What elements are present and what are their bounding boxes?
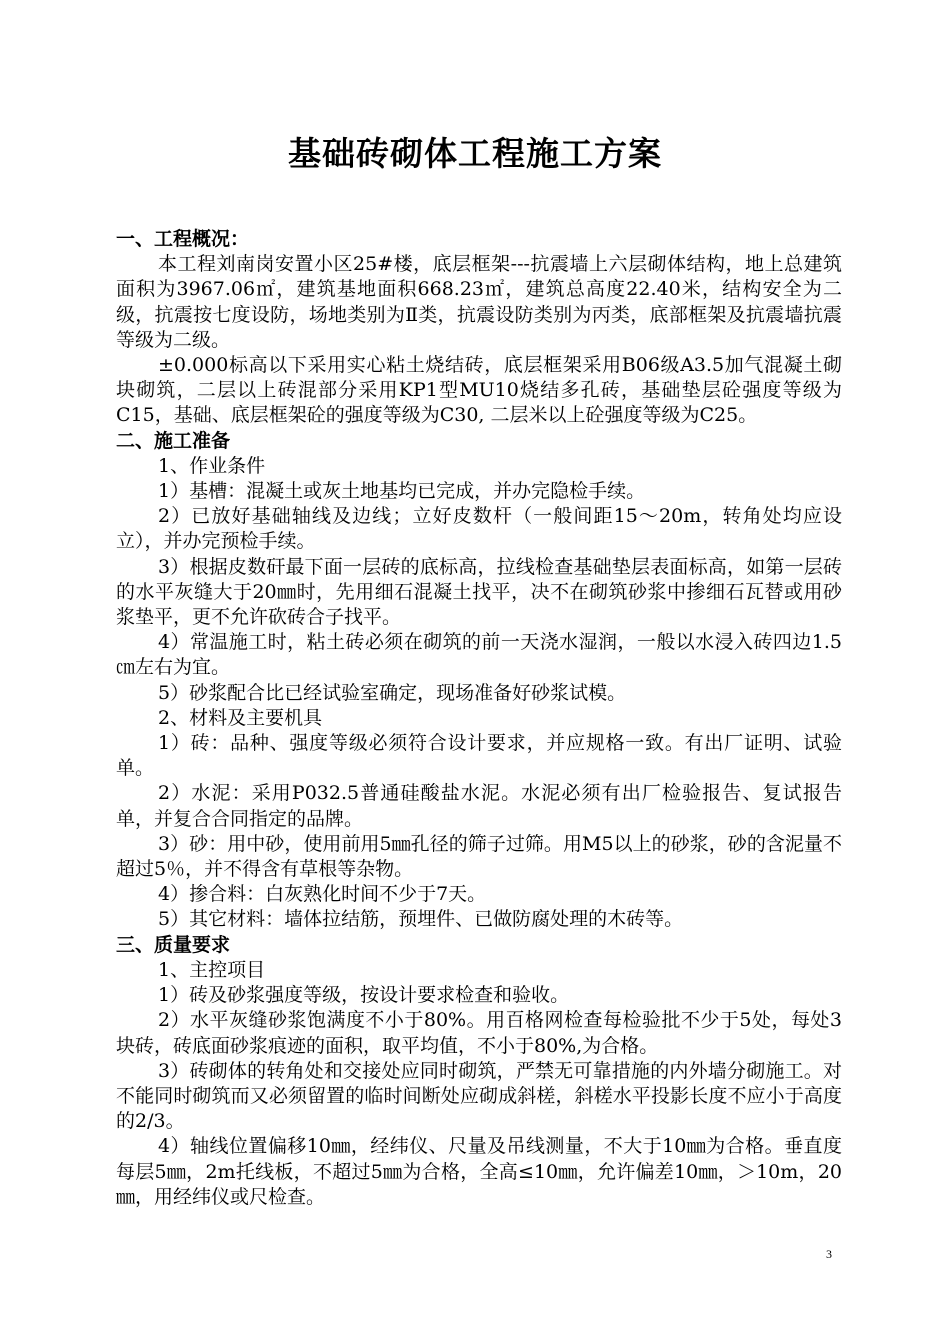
document-title: 基础砖砌体工程施工方案 [288, 134, 662, 173]
paragraph: 2）水平灰缝砂浆饱满度不小于80%。用百格网检查每检验批不少于5处，每处3块砖，砖底面砂浆痕迹的面积，取平均值，不小于80%,为合格。 [116, 1009, 842, 1057]
document-body [116, 227, 842, 1210]
paragraph: 3）砂：用中砂，使用前用5㎜孔径的筛子过筛。用M5以上的砂浆，砂的含泥量不超过5％，并不得含有草根等杂物。 [116, 832, 842, 881]
paragraph: 2）已放好基础轴线及边线；立好皮数杆（一般间距15～20m，转角处均应设立），并办完预检手续。 [116, 505, 842, 553]
paragraph: 1）砖及砂浆强度等级，按设计要求检查和验收。 [158, 984, 570, 1007]
paragraph: 4）常温施工时，粘土砖必须在砌筑的前一天浇水湿润，一般以水浸入砖四边1.5㎝左右为宜。 [116, 631, 842, 679]
paragraph: 本工程刘南岗安置小区25#楼，底层框架---抗震墙上六层砌体结构，地上总建筑面积为3967.06㎡，建筑基地面积668.23㎡，建筑总高度22.40米，结构安全为二级，抗震按七度设防，场地类别为Ⅱ类，抗震设防类别为丙类，底部框架及抗震墙抗震等级为二级。 [116, 253, 842, 351]
section-preparation [116, 429, 842, 933]
paragraph: 2、材料及主要机具 [158, 706, 323, 729]
paragraph: ±0.000标高以下采用实心粘土烧结砖，底层框架采用B06级A3.5加气混凝土砌块砌筑，二层以上砖混部分采用KP1型MU10烧结多孔砖，基础垫层砼强度等级为C15，基础、底层框架砼的强度等级为C30, 二层米以上砼强度等级为C25。 [116, 354, 842, 427]
paragraph: 1、作业条件 [158, 454, 266, 477]
paragraph: 4）掺合料：白灰熟化时间不少于7天。 [158, 883, 487, 906]
paragraph: 3）根据皮数矸最下面一层砖的底标高，拉线检查基础垫层表面标高，如第一层砖的水平灰缝大于20㎜时，先用细石混凝土找平，决不在砌筑砂浆中掺细石瓦替或用砂浆垫平，更不允许砍砖合子找平。 [116, 555, 842, 629]
paragraph: 1、主控项目 [158, 958, 266, 981]
paragraph: 5）其它材料：墙体拉结筋，预埋件、已做防腐处理的木砖等。 [158, 908, 684, 931]
section-overview [116, 227, 842, 429]
section-quality [116, 933, 842, 1210]
paragraph: 1）砖：品种、强度等级必须符合设计要求，并应规格一致。有出厂证明、试验单。 [116, 732, 842, 780]
section-heading: 二、施工准备 [116, 429, 231, 452]
paragraph: 1）基槽：混凝土或灰土地基均已完成，并办完隐检手续。 [158, 480, 646, 503]
paragraph: 4）轴线位置偏移10㎜，经纬仪、尺量及吊线测量，不大于10㎜为合格。垂直度每层5㎜，2m托线板，不超过5㎜为合格，全高≤10㎜，允许偏差10㎜，＞10m，20㎜，用经纬仪或尺检查。 [116, 1135, 842, 1208]
paragraph: 2）水泥：采用P032.5普通硅酸盐水泥。水泥必须有出厂检验报告、复试报告单，并复合合同指定的品牌。 [116, 782, 842, 830]
paragraph: 3）砖砌体的转角处和交接处应同时砌筑，严禁无可靠措施的内外墙分砌施工。对不能同时砌筑而又必须留置的临时间断处应砌成斜槎，斜槎水平投影长度不应小于高度的2/3。 [116, 1059, 842, 1133]
page-number: 3 [826, 1247, 832, 1261]
section-heading: 一、工程概况： [116, 228, 250, 250]
section-heading: 三、质量要求 [116, 933, 231, 956]
paragraph: 5）砂浆配合比已经试验室确定，现场准备好砂浆试模。 [158, 681, 627, 704]
